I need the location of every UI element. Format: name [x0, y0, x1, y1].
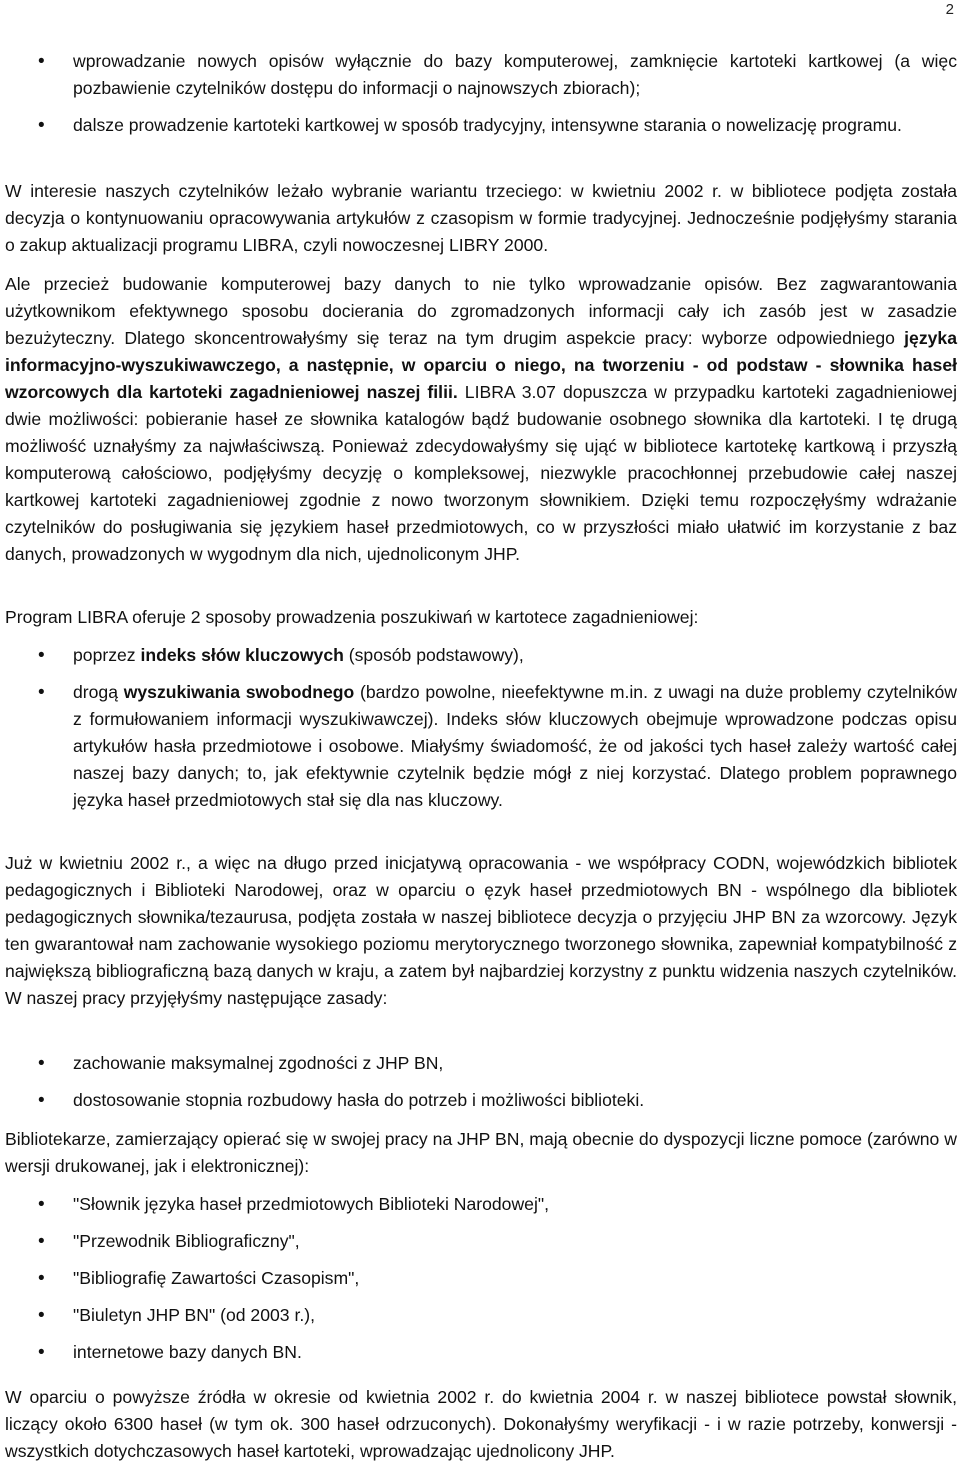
bold-phrase: wyszukiwania swobodnego [123, 682, 355, 702]
paragraph: Bibliotekarze, zamierzający opierać się w swojej pracy na JHP BN, mają obecnie do dyspozycji liczne pomoce (zarówno w wersji drukowanej, jak i elektronicznej): [5, 1129, 957, 1176]
paragraph: W oparciu o powyższe źródła w okresie od kwietnia 2002 r. do kwietnia 2004 r. w naszej bibliotece powstał słownik, liczący około 6300 haseł (w tym ok. 300 haseł odrzuconych). Dokonałyśmy weryfikacji - i w razie potrzeby, konwersji - wszystkich dotychczasowych haseł kartoteki, wprowadzając ujednolicony JHP. [5, 1387, 957, 1461]
bullet-list-options [5, 48, 957, 139]
list-item-text: drogą [73, 682, 124, 702]
bullet-list-search-methods [5, 642, 957, 814]
paragraph: Już w kwietniu 2002 r., a więc na długo przed inicjatywą opracowania - we współpracy CODN, wojewódzkich bibliotek pedagogicznych i Biblioteki Narodowej, oraz w oparciu o ęzyk haseł przedmiotowych BN - wspólnego dla bibliotek pedagogicznych słownika/tezaurusa, podjęta została w naszej bibliotece decyzja o przyjęciu JHP BN za wzorcowy. Język ten gwarantował nam zachowanie wysokiego poziomu merytorycznego tworzonego słownika, zapewniał kompatybilność z największą bibliograficzną bazą danych w kraju, a zatem był najbardziej korzystny z punktu widzenia naszych czytelników. W naszej pracy przyjęłyśmy następujące zasady: [5, 853, 957, 1008]
bullet-list-principles [5, 1050, 957, 1114]
list-item: • "Słownik języka haseł przedmiotowych Biblioteki Narodowej", [5, 1191, 957, 1218]
paragraph-text: Ale przecież budowanie komputerowej bazy danych to nie tylko wprowadzanie opisów. Bez zagwarantowania użytkownikom efektywnego sposobu docierania do zgromadzonych informacji cały ich zasób jest w zasadzie bezużyteczny. Dlatego skoncentrowałyśmy się teraz na tym drugim aspekcie pracy: wyborze odpowiedniego [5, 274, 957, 348]
list-item: • wprowadzanie nowych opisów wyłącznie do bazy komputerowej, zamknięcie kartoteki kartkowej (a więc pozbawienie czytelników dostępu do informacji o najnowszych zbiorach); [5, 48, 957, 102]
paragraph: W interesie naszych czytelników leżało wybranie wariantu trzeciego: w kwietniu 2002 r. w bibliotece podjęta została decyzja o kontynuowaniu opracowywania artykułów z czasopism w formie tradycyjnej. Jednocześnie podjęłyśmy starania o zakup aktualizacji programu LIBRA, czyli nowoczesnej LIBRY 2000. [5, 181, 957, 255]
page-number: 2 [945, 1, 954, 18]
paragraph-text: LIBRA 3.07 dopuszcza w przypadku kartoteki zagadnieniowej dwie możliwości: pobieranie haseł ze słownika katalogów bądź budowanie osobnego słownika dla kartoteki. I tę drugą możliwość uznałyśmy za najwłaściwszą. Ponieważ zdecydowałyśmy się ująć w bibliotece kartotekę kartkową i przyszłą komputerową całościowo, podjęłyśmy decyzję o kompleksowej, niezwykle pracochłonnej przebudowie całej naszej kartkowej kartoteki zagadnieniowej zgodnie z nowo tworzonym słownikiem. Dzięki temu rozpoczęłyśmy wdrażanie czytelników do posługiwania się językiem haseł przedmiotowych, co w przyszłości miało ułatwić im korzystanie z baz danych, prowadzonych w wygodnym dla nich, ujednoliconym JHP. [5, 382, 957, 564]
paragraph: Program LIBRA oferuje 2 sposoby prowadzenia poszukiwań w kartotece zagadnieniowej: [5, 607, 699, 627]
list-item: • zachowanie maksymalnej zgodności z JHP BN, [5, 1050, 957, 1077]
list-item: • dostosowanie stopnia rozbudowy hasła do potrzeb i możliwości biblioteki. [5, 1087, 957, 1114]
list-item: • "Bibliografię Zawartości Czasopism", [5, 1265, 957, 1292]
list-item: • internetowe bazy danych BN. [5, 1339, 957, 1366]
bold-phrase: indeks słów kluczowych [140, 645, 344, 665]
bullet-list-sources [5, 1191, 957, 1366]
list-item-text: poprzez [73, 645, 141, 665]
list-item: • "Przewodnik Bibliograficzny", [5, 1228, 957, 1255]
bold-phrase: języka informacyjno-wyszukiwawczego, a następnie, w oparciu o niego, na tworzeniu - od podstaw - słownika haseł wzorcowych dla kartoteki zagadnieniowej naszej filii. [5, 328, 957, 402]
paragraph [5, 271, 957, 568]
list-item: • dalsze prowadzenie kartoteki kartkowej w sposób tradycyjny, intensywne starania o nowelizację programu. [5, 112, 957, 139]
list-item-text: (sposób podstawowy), [343, 645, 524, 665]
list-item-text: (bardzo powolne, nieefektywne m.in. z uwagi na duże problemy czytelników z formułowaniem informacji wyszukiwawczej). Indeks słów kluczowych obejmuje wprowadzone podczas opisu artykułów hasła przedmiotowe i osobowe. Miałyśmy świadomość, że od jakości tych haseł zależy wartość całej naszej bazy danych; to, jak efektywnie czytelnik będzie mógł z niej korzystać. Dlatego problem poprawnego języka haseł przedmiotowych stał się dla nas kluczowy. [73, 682, 957, 810]
list-item: • "Biuletyn JHP BN" (od 2003 r.), [5, 1302, 957, 1329]
list-item [5, 642, 957, 669]
list-item [5, 679, 957, 814]
